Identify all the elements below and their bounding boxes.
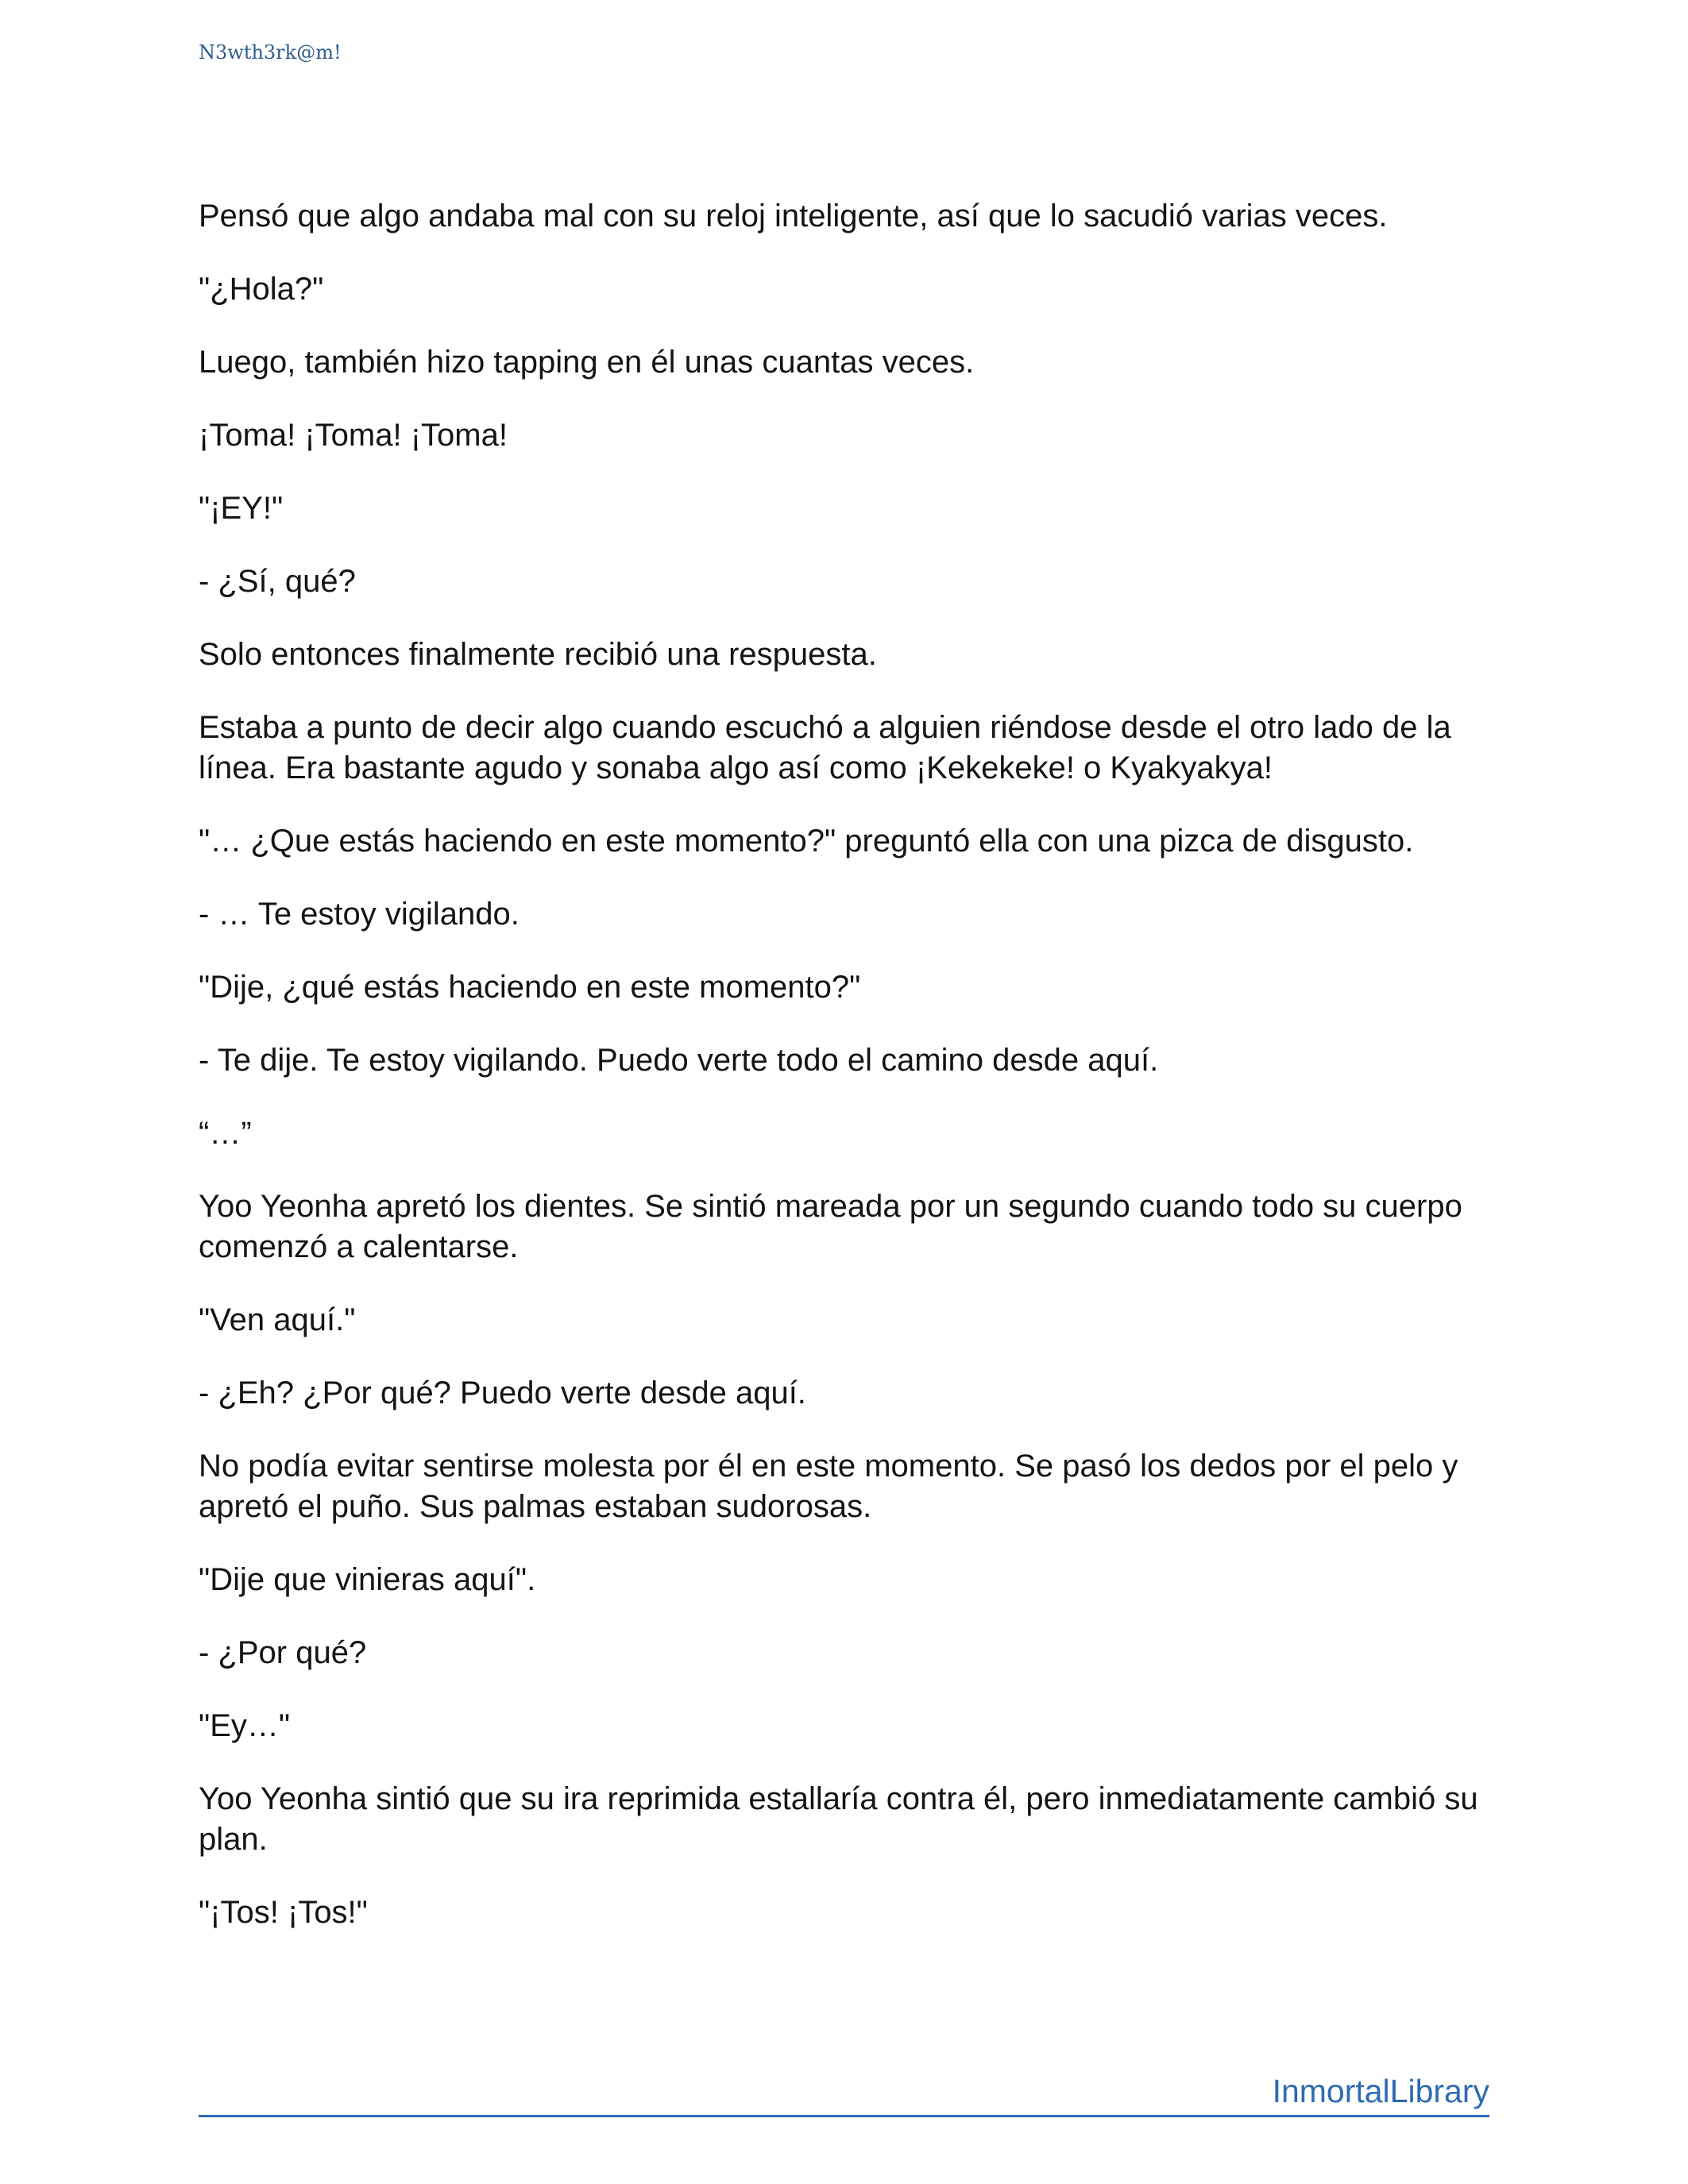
paragraph: "Dije que vinieras aquí". <box>199 1562 536 1597</box>
page-footer <box>199 2067 1489 2117</box>
paragraph: - ¿Por qué? <box>199 1635 367 1670</box>
document-body <box>199 196 1489 1966</box>
paragraph: "Dije, ¿qué estás haciendo en este momento?" <box>199 970 861 1005</box>
paragraph: "Ven aquí." <box>199 1302 356 1337</box>
footer-library-link[interactable]: InmortalLibrary <box>1272 2073 1489 2109</box>
paragraph: “…” <box>199 1116 252 1151</box>
paragraph: ¡Toma! ¡Toma! ¡Toma! <box>199 418 508 453</box>
paragraph: - ¿Sí, qué? <box>199 564 356 599</box>
paragraph: Luego, también hizo tapping en él unas cuantas veces. <box>199 345 975 380</box>
paragraph: Estaba a punto de decir algo cuando escuchó a alguien riéndose desde el otro lado de la línea. Era bastante agudo y sonaba algo así como ¡Kekekeke! o Kyakyakya! <box>199 710 1451 785</box>
paragraph: No podía evitar sentirse molesta por él en este momento. Se pasó los dedos por el pelo y apretó el puño. Sus palmas estaban sudorosas. <box>199 1449 1458 1524</box>
paragraph: "¿Hola?" <box>199 272 324 307</box>
paragraph: "¡EY!" <box>199 491 284 526</box>
paragraph: Yoo Yeonha apretó los dientes. Se sintió mareada por un segundo cuando todo su cuerpo comenzó a calentarse. <box>199 1189 1462 1264</box>
paragraph: "¡Tos! ¡Tos!" <box>199 1895 368 1930</box>
paragraph: Solo entonces finalmente recibió una respuesta. <box>199 637 877 672</box>
paragraph: - Te dije. Te estoy vigilando. Puedo verte todo el camino desde aquí. <box>199 1043 1159 1078</box>
paragraph: Yoo Yeonha sintió que su ira reprimida estallaría contra él, pero inmediatamente cambió su plan. <box>199 1781 1478 1857</box>
paragraph: - ¿Eh? ¿Por qué? Puedo verte desde aquí. <box>199 1376 806 1410</box>
page-header-watermark: N3wth3rk@m! <box>199 41 342 64</box>
paragraph: Pensó que algo andaba mal con su reloj inteligente, así que lo sacudió varias veces. <box>199 199 1388 233</box>
paragraph: "… ¿Que estás haciendo en este momento?" preguntó ella con una pizca de disgusto. <box>199 824 1414 859</box>
paragraph: "Ey…" <box>199 1708 291 1743</box>
paragraph: - … Te estoy vigilando. <box>199 897 520 932</box>
